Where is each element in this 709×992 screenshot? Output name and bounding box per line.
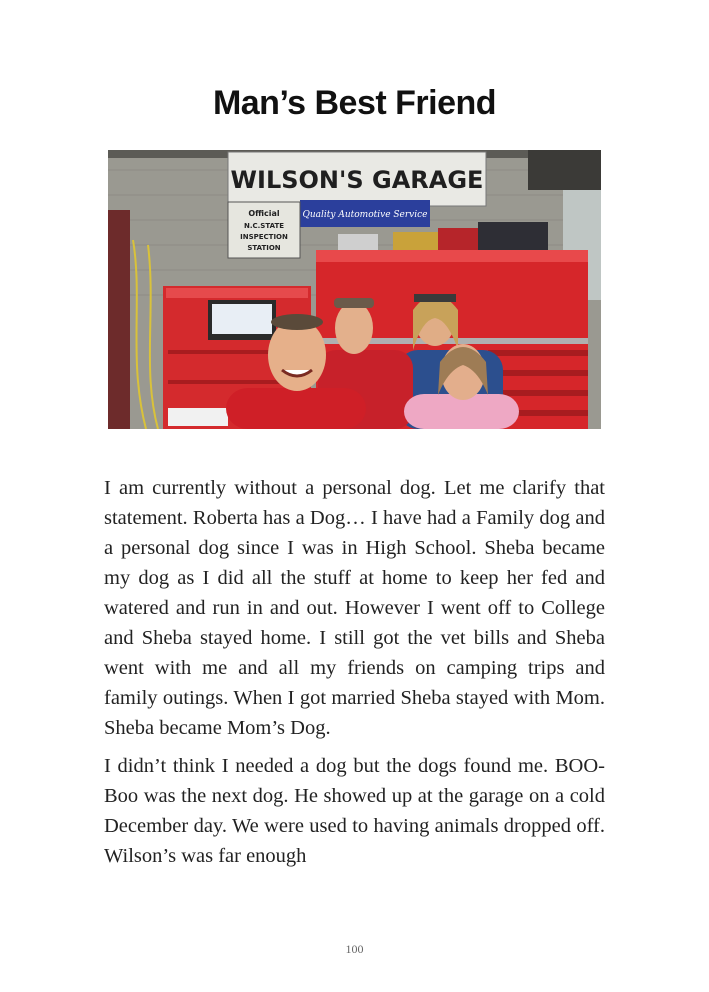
garage-photo [108, 150, 601, 429]
page-title: Man’s Best Friend [212, 84, 497, 122]
paragraph: I am currently without a personal dog. Let me clarify that statement. Roberta has a Dog… I have had a Family dog and a personal dog since I was in High School. Sheba became my dog as I did all the stuff at home to keep her fed and watered and run in and out. However I went off to College and Sheba stayed home. I still got the vet bills and Sheba went with me and all my friends on camping trips and family outings. When I got married Sheba stayed with Mom. Sheba became Mom’s Dog. [104, 477, 605, 739]
page-number: 100 [345, 942, 364, 956]
sign-main-text: WILSON'S GARAGE [230, 166, 484, 194]
body-text [104, 473, 605, 879]
svg-text:Official: Official [248, 209, 280, 218]
garage-photo-illustration [108, 150, 601, 429]
service-sign [300, 200, 430, 227]
wilsons-garage-sign [228, 152, 486, 206]
paragraph: I didn’t think I needed a dog but the dogs found me. BOO-Boo was the next dog. He showed up at the garage on a cold December day. We were used to having animals dropped off. Wilson’s was far enough [104, 755, 605, 867]
svg-text:STATION: STATION [247, 244, 281, 252]
inspection-sign [228, 202, 300, 258]
svg-text:INSPECTION: INSPECTION [240, 233, 288, 241]
sign-service-text: Quality Automotive Service [302, 210, 428, 220]
svg-text:N.C.STATE: N.C.STATE [243, 222, 285, 230]
